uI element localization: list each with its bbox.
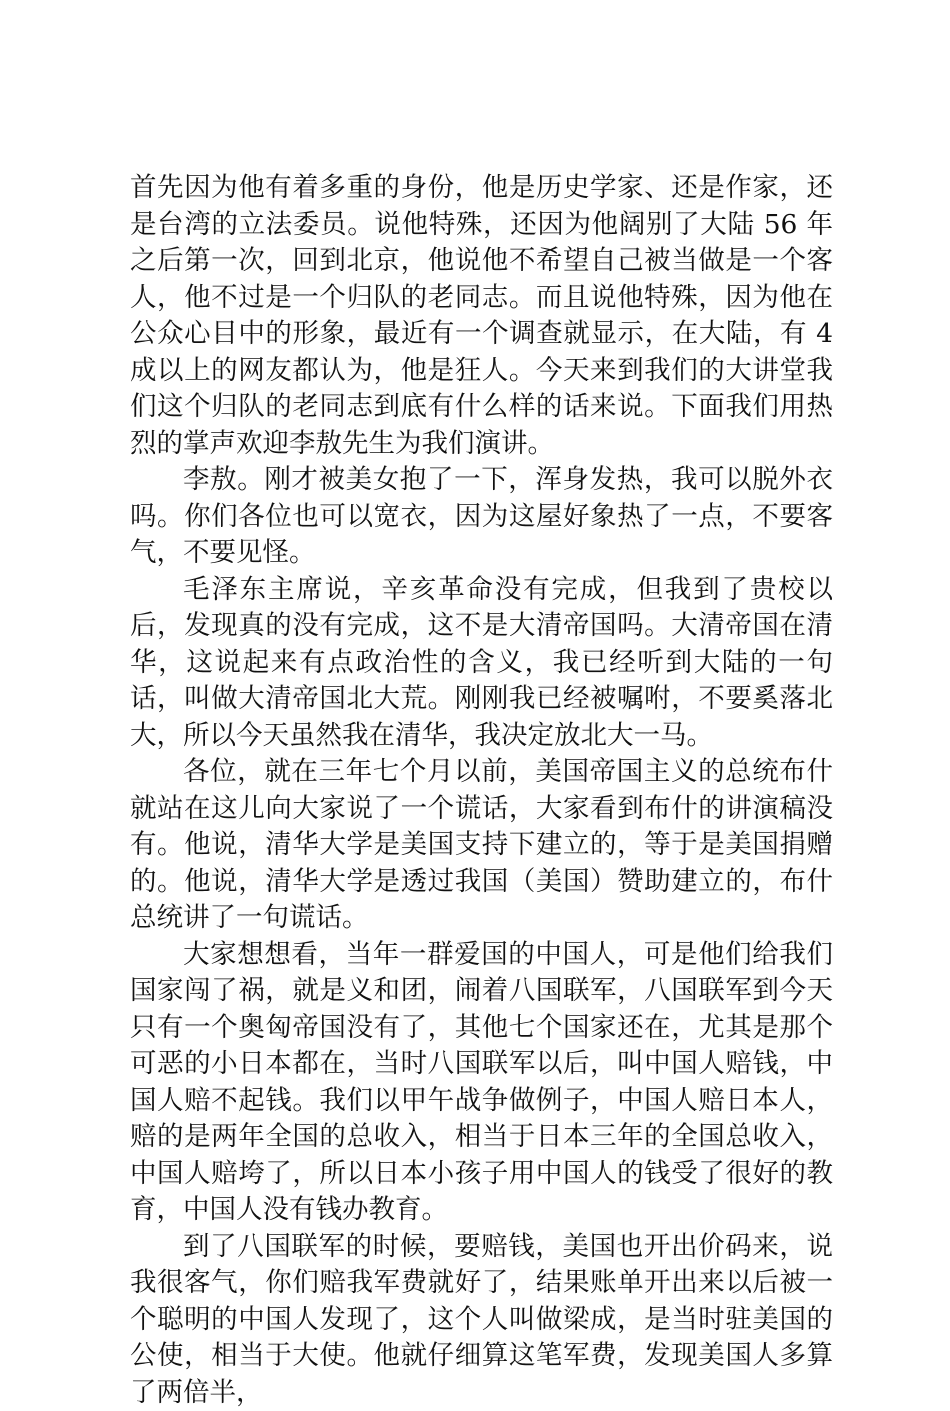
paragraph-mao-quote: 毛泽东主席说，辛亥革命没有完成，但我到了贵校以后，发现真的没有完成，这不是大清帝国吗。大清帝国在清华，这说起来有点政治性的含义，我已经听到大陆的一句话，叫做大清帝国北大荒。刚刚我已经被嘱咐，不要奚落北大，所以今天虽然我在清华，我决定放北大一马。 <box>130 572 833 755</box>
paragraph-eight-nation-alliance: 大家想想看，当年一群爱国的中国人，可是他们给我们国家闯了祸，就是义和团，闹着八国联军，八国联军到今天只有一个奥匈帝国没有了，其他七个国家还在，尤其是那个可恶的小日本都在，当时八国联军以后，叫中国人赔钱，中国人赔不起钱。我们以甲午战争做例子，中国人赔日本人，赔的是两年全国的总收入，相当于日本三年的全国总收入，中国人赔垮了，所以日本小孩子用中国人的钱受了很好的教育，中国人没有钱办教育。 <box>130 937 833 1229</box>
document-body <box>130 170 833 1411</box>
paragraph-li-ao-opening: 李敖。刚才被美女抱了一下，浑身发热，我可以脱外衣吗。你们各位也可以宽衣，因为这屋好象热了一点，不要客气，不要见怪。 <box>130 462 833 572</box>
paragraph-bush-speech: 各位，就在三年七个月以前，美国帝国主义的总统布什就站在这儿向大家说了一个谎话，大家看到布什的讲演稿没有。他说，清华大学是美国支持下建立的，等于是美国捐赠的。他说，清华大学是透过我国（美国）赞助建立的，布什总统讲了一句谎话。 <box>130 754 833 937</box>
intro-paragraph: 首先因为他有着多重的身份，他是历史学家、还是作家，还是台湾的立法委员。说他特殊，还因为他阔别了大陆 56 年之后第一次，回到北京，他说他不希望自己被当做是一个客人，他不过是一个归队的老同志。而且说他特殊，因为他在公众心目中的形象，最近有一个调查就显示，在大陆，有 4 成以上的网友都认为，他是狂人。今天来到我们的大讲堂我们这个归队的老同志到底有什么样的话来说。下面我们用热烈的掌声欢迎李敖先生为我们演讲。 <box>130 170 833 462</box>
paragraph-indemnity: 到了八国联军的时候，要赔钱，美国也开出价码来，说我很客气，你们赔我军费就好了，结果账单开出来以后被一个聪明的中国人发现了，这个人叫做梁成，是当时驻美国的公使，相当于大使。他就仔细算这笔军费，发现美国人多算了两倍半， <box>130 1229 833 1411</box>
